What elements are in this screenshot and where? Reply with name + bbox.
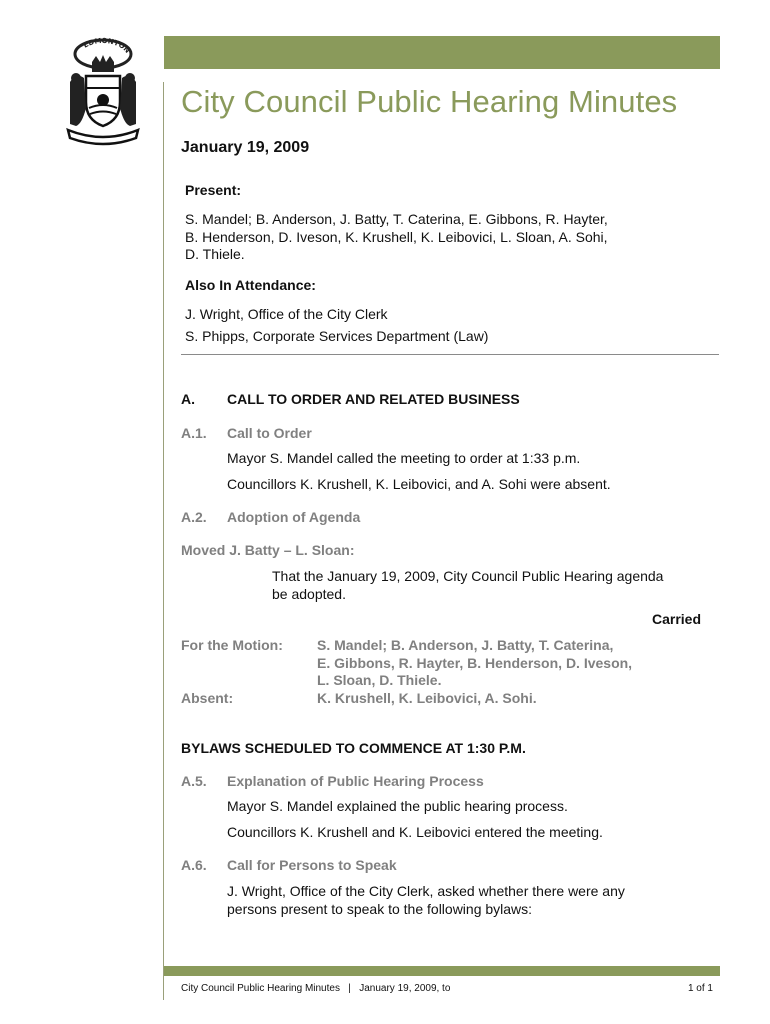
attendance-item: S. Phipps, Corporate Services Department (Law) — [185, 328, 489, 344]
section-a-title: CALL TO ORDER AND RELATED BUSINESS — [227, 391, 520, 407]
a6-number: A.6. — [181, 857, 207, 873]
bylaws-heading: BYLAWS SCHEDULED TO COMMENCE AT 1:30 P.M. — [181, 740, 526, 756]
coat-of-arms-logo — [62, 34, 144, 146]
motion-text-line: That the January 19, 2009, City Council Public Hearing agenda — [272, 568, 664, 584]
for-motion-label: For the Motion: — [181, 637, 283, 653]
motion-text-line: be adopted. — [272, 585, 346, 602]
meeting-date: January 19, 2009 — [181, 139, 310, 156]
for-motion-line: L. Sloan, D. Thiele. — [317, 672, 442, 688]
a6-title: Call for Persons to Speak — [227, 857, 397, 873]
a5-title: Explanation of Public Hearing Process — [227, 773, 484, 789]
motion-moved-by: Moved J. Batty – L. Sloan: — [181, 542, 355, 558]
present-list — [185, 211, 608, 264]
absent-label: Absent: — [181, 690, 234, 706]
a5-paragraph: Councillors K. Krushell and K. Leibovici entered the meeting. — [227, 824, 603, 840]
footer-bar — [164, 966, 720, 976]
margin-rule — [163, 82, 164, 1000]
footer-text: City Council Public Hearing Minutes | January 19, 2009, to — [181, 983, 451, 994]
a1-title: Call to Order — [227, 425, 312, 441]
attendance-heading: Also In Attendance: — [185, 277, 316, 293]
svg-text:EDMONTON — [82, 37, 131, 55]
section-a-number: A. — [181, 391, 195, 407]
section-divider — [181, 354, 719, 355]
document-title: City Council Public Hearing Minutes — [181, 84, 678, 119]
header-bar — [164, 36, 720, 69]
a5-paragraph: Mayor S. Mandel explained the public hearing process. — [227, 798, 568, 814]
present-line: B. Henderson, D. Iveson, K. Krushell, K. Leibovici, L. Sloan, A. Sohi, — [185, 228, 608, 245]
a1-number: A.1. — [181, 425, 207, 441]
a6-paragraph — [227, 883, 625, 918]
a2-number: A.2. — [181, 509, 207, 525]
present-heading: Present: — [185, 182, 242, 198]
absent-names: K. Krushell, K. Leibovici, A. Sohi. — [317, 690, 537, 706]
a2-title: Adoption of Agenda — [227, 509, 361, 525]
present-line: D. Thiele. — [185, 246, 245, 262]
for-motion-line: S. Mandel; B. Anderson, J. Batty, T. Caterina, — [317, 637, 614, 653]
a6-line: J. Wright, Office of the City Clerk, asked whether there were any — [227, 883, 625, 899]
motion-text — [272, 568, 663, 603]
logo-ring-text: EDMONTON — [81, 36, 132, 55]
a1-paragraph: Mayor S. Mandel called the meeting to order at 1:33 p.m. — [227, 450, 581, 466]
a5-number: A.5. — [181, 773, 207, 789]
motion-result: Carried — [651, 611, 701, 627]
page-number: 1 of 1 — [687, 983, 713, 994]
attendance-item: J. Wright, Office of the City Clerk — [185, 306, 388, 322]
a1-paragraph: Councillors K. Krushell, K. Leibovici, and A. Sohi were absent. — [227, 476, 611, 492]
for-motion-names — [317, 637, 632, 690]
a6-line: persons present to speak to the following bylaws: — [227, 900, 533, 917]
for-motion-line: E. Gibbons, R. Hayter, B. Henderson, D. Iveson, — [317, 654, 633, 671]
present-line: S. Mandel; B. Anderson, J. Batty, T. Caterina, E. Gibbons, R. Hayter, — [185, 211, 608, 227]
